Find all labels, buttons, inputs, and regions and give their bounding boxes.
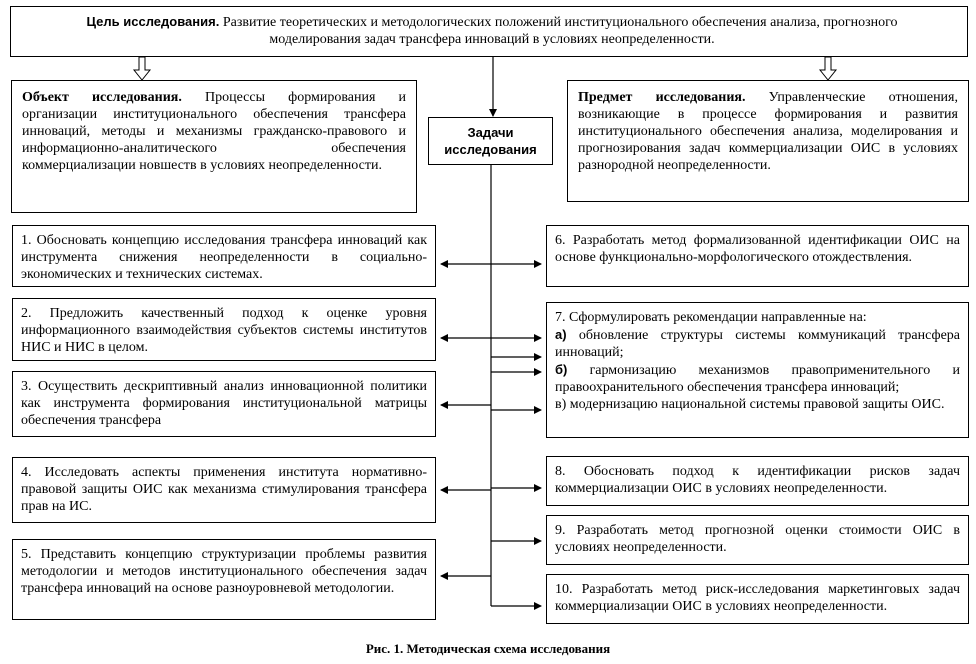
object-box: [11, 80, 417, 213]
hollow-arrow-object: [134, 57, 150, 80]
task-5-text: 5. Представить концепцию структуризации проблемы развития методологии и методов институционального обеспечения задач трансфера инноваций на основе разноуровневой методологии.: [21, 547, 427, 596]
task-4-text: 4. Исследовать аспекты применения института нормативно-правовой защиты ОИС как механизма стимулирования трансфера прав на ИС.: [21, 465, 427, 514]
task-2-text: 2. Предложить качественный подход к оценке уровня информационного взаимодействия субъектов системы институтов НИС и НИС в целом.: [21, 306, 427, 355]
task-10-box: [546, 574, 969, 624]
task-7-intro: 7. Сформулировать рекомендации направленные на:: [555, 310, 867, 325]
task-3-text: 3. Осуществить дескриптивный анализ инновационной политики как инструмента формирования институциональной матрицы обеспечения трансфера: [21, 379, 427, 428]
goal-text-line2: моделирования задач трансфера инноваций в условиях неопределенности.: [269, 32, 715, 47]
task-2-box: [12, 298, 436, 361]
task-7-b-text: гармонизацию механизмов правоприменительного и правоохранительного обеспечения трансфера инноваций;: [555, 363, 960, 395]
object-text: Процессы формирования и организации институционального обеспечения трансфера инноваций, методы и механизмы гражданско-правового и информационно-аналитического обеспечения коммерциализации новшеств в условиях неопределенности.: [22, 90, 407, 173]
task-4-box: [12, 457, 436, 523]
task-6-box: [546, 225, 969, 287]
subject-label: Предмет исследования.: [578, 90, 746, 105]
tasks-header-box: [428, 117, 553, 165]
object-label: Объект исследования.: [22, 90, 182, 105]
hollow-arrow-subject: [820, 57, 836, 80]
task-6-text: 6. Разработать метод формализованной идентификации ОИС на основе функционально-морфологического отождествления.: [555, 233, 960, 265]
tasks-header-line1: Задачи: [467, 125, 514, 140]
subject-text: Управленческие отношения, возникающие в процессе формирования и развития институционального обеспечения анализа, моделирования и прогнозирования задач коммерциализации ОИС в условиях разнородной неопределенности.: [578, 90, 958, 173]
task-9-box: [546, 515, 969, 565]
task-7-a-text: обновление структуры системы коммуникаций трансфера инноваций;: [555, 328, 961, 360]
task-5-box: [12, 539, 436, 620]
task-3-box: [12, 371, 436, 437]
goal-text-line1: Развитие теоретических и методологических положений институционального обеспечения анализа, прогнозного: [222, 15, 898, 30]
task-8-box: [546, 456, 969, 506]
subject-box: [567, 80, 969, 202]
goal-label: Цель исследования.: [86, 14, 220, 29]
task-7-c-text: в) модернизацию национальной системы правовой защиты ОИС.: [555, 397, 945, 412]
task-7-b-mark: б): [555, 362, 568, 377]
task-7-a-mark: а): [555, 327, 567, 342]
task-7-box: [546, 302, 969, 438]
task-8-text: 8. Обосновать подход к идентификации рисков задач коммерциализации ОИС в условиях неопределенности.: [555, 464, 960, 496]
task-1-box: [12, 225, 436, 287]
task-1-text: 1. Обосновать концепцию исследования трансфера инноваций как инструмента снижения неопределенности в социально-экономических и технических системах.: [21, 233, 427, 282]
task-10-text: 10. Разработать метод риск-исследования маркетинговых задач коммерциализации ОИС в условиях неопределенности.: [555, 582, 960, 614]
task-9-text: 9. Разработать метод прогнозной оценки стоимости ОИС в условиях неопределенности.: [555, 523, 960, 555]
figure-caption: Рис. 1. Методическая схема исследования: [365, 641, 611, 656]
goal-box: [10, 6, 968, 57]
tasks-header-line2: исследования: [444, 142, 537, 157]
